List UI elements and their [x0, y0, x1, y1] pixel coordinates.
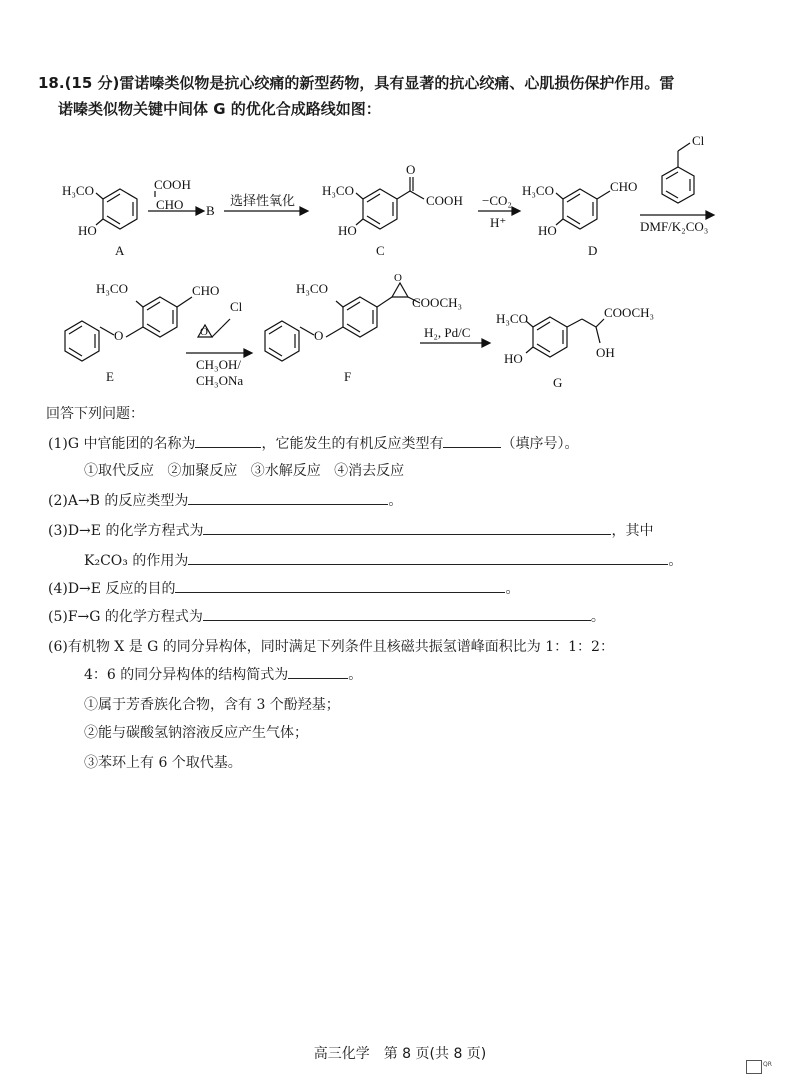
- q1-text-c: （填序号）。: [501, 436, 579, 452]
- q1-blank-1[interactable]: [195, 433, 261, 448]
- arrow5-bottom2: CH₃ONa: [196, 373, 244, 388]
- g-ho-label: HO: [504, 351, 523, 366]
- arrow4-bottom: DMF/K₂CO₃: [640, 219, 709, 234]
- arrow2-top: −CO₂: [482, 193, 512, 208]
- q3-blank-1[interactable]: [203, 520, 611, 535]
- q3-text-c: K₂CO₃ 的作用为: [84, 553, 189, 569]
- q1-option-1: ①取代反应: [84, 463, 154, 479]
- q1-options: [84, 460, 404, 482]
- q5-end: 。: [590, 609, 605, 625]
- q4-line: [48, 578, 519, 600]
- a-ho-label: HO: [78, 223, 97, 238]
- c-ho-label: HO: [338, 223, 357, 238]
- compound-label-e: E: [106, 369, 114, 384]
- q6-condition-3: ③苯环上有 6 个取代基。: [84, 755, 242, 771]
- q5-line: [48, 606, 605, 628]
- question-intro-line2: 诺嗪类似物关键中间体 G 的优化合成路线如图：: [58, 100, 381, 118]
- q5-blank[interactable]: [203, 606, 591, 621]
- arrow6-top: H₂, Pd/C: [424, 325, 471, 340]
- q3-end: 。: [668, 553, 683, 569]
- q2-line: [48, 490, 402, 512]
- c-o-label: O: [406, 162, 416, 177]
- benzene-ring-a: [103, 189, 137, 229]
- synthesis-scheme: [0, 125, 800, 400]
- arrow2-bottom: H⁺: [490, 215, 507, 230]
- qr-code-icon: [746, 1060, 762, 1074]
- glyoxylic-cho: CHO: [156, 197, 184, 212]
- q1-text-b: ，它能发生的有机反应类型有: [261, 436, 444, 452]
- compound-label-g: G: [553, 375, 563, 390]
- d-ho-label: HO: [538, 223, 557, 238]
- question-header: [38, 70, 758, 122]
- q5-text: (5)F→G 的化学方程式为: [48, 609, 203, 625]
- q3-text-a: (3)D→E 的化学方程式为: [48, 523, 204, 539]
- compound-label-b: B: [206, 203, 215, 218]
- f-o-label: O: [314, 328, 324, 343]
- q4-blank[interactable]: [175, 578, 505, 593]
- f-h3co-label: H₃CO: [296, 281, 328, 296]
- q4-end: 。: [505, 581, 520, 597]
- q6-line2: [84, 664, 362, 686]
- a-h3co-label: H₃CO: [62, 183, 94, 198]
- q2-text: (2)A→B 的反应类型为: [48, 493, 189, 509]
- f-cooch3-label: COOCH₃: [412, 295, 463, 310]
- qr-caption: QR: [763, 1061, 772, 1068]
- g-h3co-label: H₃CO: [496, 311, 528, 326]
- compound-label-c: C: [376, 243, 385, 258]
- question-intro-line1: (15 分)雷诺嗪类似物是抗心绞痛的新型药物，具有显著的抗心绞痛、心肌损伤保护作用。雷: [64, 74, 675, 92]
- q6-condition-2: ②能与碳酸氢钠溶液反应产生气体；: [84, 725, 308, 741]
- q6-condition-1: ①属于芳香族化合物，含有 3 个酚羟基；: [84, 697, 340, 713]
- page-footer: 高三化学 第 8 页(共 8 页): [313, 1046, 487, 1062]
- question-number: 18.: [38, 74, 65, 92]
- c-cooh-label: COOH: [426, 193, 463, 208]
- benzene-ring-e-main: [143, 297, 177, 337]
- q6-blank[interactable]: [288, 664, 348, 679]
- compound-label-d: D: [588, 243, 598, 258]
- q1-text-a: (1)G 中官能团的名称为: [48, 436, 196, 452]
- answer-intro: 回答下列问题：: [46, 406, 144, 422]
- benzene-ring-f-main: [343, 297, 377, 337]
- q1-blank-2[interactable]: [443, 433, 501, 448]
- arrow1-reagent: 选择性氧化: [230, 194, 296, 209]
- glyoxylic-cooh: COOH: [154, 177, 191, 192]
- g-oh-label: OH: [596, 345, 615, 360]
- arrow5-bottom1: CH₃OH/: [196, 357, 241, 372]
- q6-end: 。: [348, 667, 363, 683]
- compound-label-f: F: [344, 369, 352, 384]
- q2-end: 。: [388, 493, 403, 509]
- compound-label-a: A: [115, 243, 125, 258]
- epichlorohydrin-cl: Cl: [230, 299, 243, 314]
- q6-text: 4：6 的同分异构体的结构简式为: [84, 667, 289, 683]
- f-epoxide-o-label: O: [394, 272, 402, 284]
- q1-option-4: ④消去反应: [334, 463, 405, 479]
- benzene-ring-g: [533, 317, 567, 357]
- q1-option-3: ③水解反应: [250, 463, 321, 479]
- benzene-ring-f-benzyl: [265, 321, 299, 361]
- benzene-ring-c: [363, 189, 397, 229]
- g-cooch3-label: COOCH₃: [604, 305, 655, 320]
- e-cho-label: CHO: [192, 283, 220, 298]
- q2-blank[interactable]: [188, 490, 388, 505]
- e-h3co-label: H₃CO: [96, 281, 128, 296]
- d-cho-label: CHO: [610, 179, 638, 194]
- q6-line1: (6)有机物 X 是 G 的同分异构体，同时满足下列条件且核磁共振氢谱峰面积比为 1：1：2：: [48, 639, 614, 655]
- benzene-ring-e-benzyl: [65, 321, 99, 361]
- q1-line: [48, 433, 578, 455]
- q3-blank-2[interactable]: [188, 550, 668, 565]
- benzene-ring-d: [563, 189, 597, 229]
- q3-text-b: ，其中: [611, 523, 654, 539]
- epoxide-o-label: O: [200, 326, 208, 338]
- benzyl-cl-label: Cl: [692, 133, 705, 148]
- e-o-label: O: [114, 328, 124, 343]
- q3-line2: [84, 550, 682, 572]
- q1-option-2: ②加聚反应: [167, 463, 238, 479]
- d-h3co-label: H₃CO: [522, 183, 554, 198]
- q3-line: [48, 520, 653, 542]
- c-h3co-label: H₃CO: [322, 183, 354, 198]
- q4-text: (4)D→E 反应的目的: [48, 581, 176, 597]
